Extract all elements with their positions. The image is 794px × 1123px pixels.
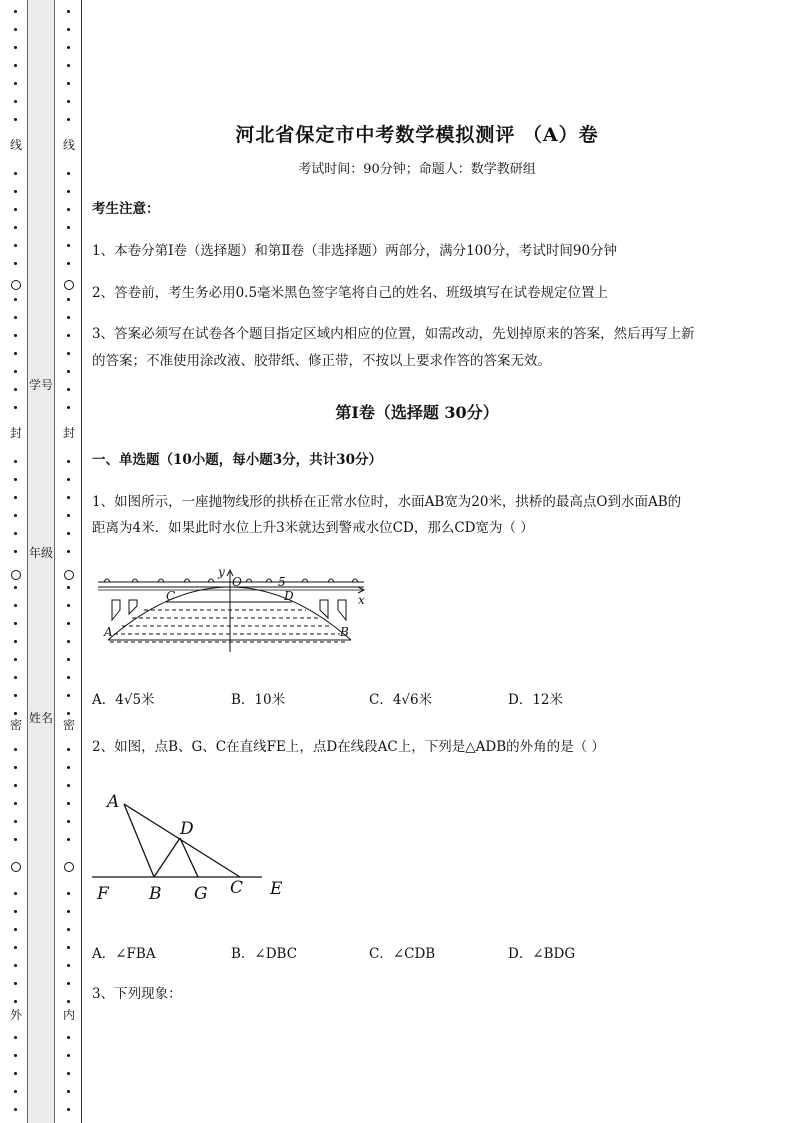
margin-circle [11,570,21,580]
margin-dot [14,316,17,319]
margin-dot [67,298,70,301]
margin-dot [67,946,70,949]
q3-text-line1: 3、下列现象： [92,986,182,1002]
margin-dot [67,658,70,661]
margin-dot [14,352,17,355]
margin-dot [67,622,70,625]
margin-dot [67,640,70,643]
margin-dot [67,550,70,553]
q2-label-g: G [194,884,208,904]
q1-option-b[interactable]: B．10米 [231,692,286,708]
margin-dot [67,82,70,85]
margin-dot [14,28,17,31]
margin-dot [14,1108,17,1111]
q1-label-b: B [340,625,349,639]
margin-dot [14,262,17,265]
field-name: 姓名 [28,711,53,725]
margin-dot [67,712,70,715]
field-grade: 年级 [28,546,53,560]
margin-dot [67,244,70,247]
q2-label-e: E [270,879,283,899]
q1-option-c[interactable]: C．4√6米 [369,692,433,708]
margin-dot [14,1000,17,1003]
q2-option-a[interactable]: A．∠FBA [92,946,156,962]
margin-dot [67,100,70,103]
margin-dot [67,802,70,805]
margin-label: 密 [9,718,22,732]
margin-dot [14,388,17,391]
q1-bridge-figure [96,562,376,654]
margin-label: 密 [62,718,75,732]
margin-label: 封 [9,426,22,440]
margin-dot [67,982,70,985]
margin-dot [67,910,70,913]
margin-dot [14,586,17,589]
margin-circle [64,862,74,872]
margin-dot [67,46,70,49]
margin-dot [14,694,17,697]
exam-info: 考试时间：90分钟；命题人：数学教研组 [298,162,536,177]
q1-label-y: y [218,565,225,579]
q1-label-d: D [284,589,294,603]
margin-dot [67,226,70,229]
margin-dot [14,820,17,823]
margin-dot [67,1036,70,1039]
margin-dot [67,964,70,967]
notice-item-1: 1、本卷分第I卷（选择题）和第Ⅱ卷（非选择题）两部分，满分100分，考试时间90分钟 [92,243,618,259]
margin-dot [67,892,70,895]
margin-label: 封 [62,426,75,440]
margin-dot [67,496,70,499]
margin-dot [67,10,70,13]
margin-dot [67,586,70,589]
q1-label-c: C [166,589,176,603]
margin-dot [67,460,70,463]
q2-label-a: A [107,792,120,812]
margin-dot [14,46,17,49]
margin-dot [67,190,70,193]
margin-dot [14,910,17,913]
margin-dot [67,820,70,823]
margin-dot [67,64,70,67]
margin-dot [14,208,17,211]
q1-text-line1: 1、如图所示，一座抛物线形的拱桥在正常水位时，水面AB宽为20米，拱桥的最高点O到水面AB的 [92,494,682,510]
field-student-id: 学号 [28,378,53,392]
margin-dot [67,316,70,319]
q1-label-5: 5 [278,575,286,589]
margin-dot [14,514,17,517]
margin-dot [14,1072,17,1075]
margin-dot [14,460,17,463]
margin-dot [14,1090,17,1093]
margin-dot [14,226,17,229]
margin-dot [67,676,70,679]
margin-dot [14,1036,17,1039]
margin-circle [64,280,74,290]
q2-label-b: B [149,884,162,904]
margin-dot [14,244,17,247]
margin-circle [11,862,21,872]
margin-dot [14,802,17,805]
q2-label-c: C [230,878,244,898]
margin-dot [67,1000,70,1003]
margin-dot [14,10,17,13]
margin-dot [67,262,70,265]
q2-option-d[interactable]: D．∠BDG [508,946,576,962]
margin-label: 线 [62,138,75,152]
q2-label-f: F [97,884,109,904]
margin-dot [14,64,17,67]
margin-dot [67,838,70,841]
margin-dot [14,946,17,949]
margin-dot [14,190,17,193]
margin-dot [14,928,17,931]
margin-dot [67,388,70,391]
margin-dot [67,334,70,337]
page-title: 河北省保定市中考数学模拟测评 （A）卷 [235,124,599,146]
margin-dot [67,604,70,607]
margin-dot [67,748,70,751]
margin-dot [14,658,17,661]
margin-dot [67,352,70,355]
margin-dot [67,478,70,481]
q2-triangle-figure [90,786,300,906]
margin-dot [14,622,17,625]
margin-label: 线 [9,138,22,152]
notice-heading: 考生注意： [92,201,160,217]
margin-dot [67,1108,70,1111]
margin-dot [67,514,70,517]
margin-dot [14,964,17,967]
margin-dot [14,1054,17,1057]
margin-dot [67,1054,70,1057]
margin-dot [14,748,17,751]
margin-dot [67,694,70,697]
notice-item-3-cont: 的答案；不准使用涂改液、胶带纸、修正带，不按以上要求作答的答案无效。 [92,353,551,369]
margin-label: 外 [9,1008,22,1022]
margin-dot [67,532,70,535]
q1-option-d[interactable]: D．12米 [508,692,564,708]
margin-label: 内 [62,1008,75,1022]
margin-dot [67,370,70,373]
margin-dot [67,1090,70,1093]
q1-label-x: x [358,593,365,607]
margin-circle [64,570,74,580]
margin-dot [14,604,17,607]
q1-option-a[interactable]: A．4√5米 [92,692,155,708]
margin-dot [14,532,17,535]
margin-dot [67,928,70,931]
margin-dot [67,208,70,211]
margin-dot [14,550,17,553]
margin-dot [67,28,70,31]
margin-dot [14,892,17,895]
margin-dot [14,496,17,499]
q1-label-a: A [104,625,113,639]
q2-label-d: D [180,819,194,839]
margin-dot [14,82,17,85]
margin-dot [14,838,17,841]
notice-item-2: 2、答卷前，考生务必用0.5毫米黑色签字笔将自己的姓名、班级填写在试卷规定位置上 [92,285,609,301]
margin-dot [14,370,17,373]
margin-dot [14,640,17,643]
margin-dot [14,712,17,715]
margin-dot [14,100,17,103]
q2-text-line1: 2、如图，点B、G、C在直线FE上，点D在线段AC上，下列是△ADB的外角的是（ ） [92,739,605,755]
notice-item-3: 3、答案必须写在试卷各个题目指定区域内相应的位置，如需改动，先划掉原来的答案，然后再写上新 [92,326,695,342]
q2-option-b[interactable]: B．∠DBC [231,946,298,962]
margin-dot [14,334,17,337]
margin-dot [14,766,17,769]
margin-dot [67,1072,70,1075]
part-heading: 一、单选题（10小题，每小题3分，共计30分） [92,452,382,468]
margin-dot [14,982,17,985]
q1-text-line2: 距离为4米．如果此时水位上升3米就达到警戒水位CD，那么CD宽为（ ） [92,520,534,536]
q2-option-c[interactable]: C．∠CDB [369,946,436,962]
section-title: 第I卷（选择题 30分） [335,403,499,422]
margin-dot [14,478,17,481]
q1-label-o: O [232,575,242,589]
margin-dot [14,298,17,301]
margin-dot [67,766,70,769]
margin-circle [11,280,21,290]
margin-dot [14,676,17,679]
margin-dot [14,784,17,787]
margin-dot [67,784,70,787]
